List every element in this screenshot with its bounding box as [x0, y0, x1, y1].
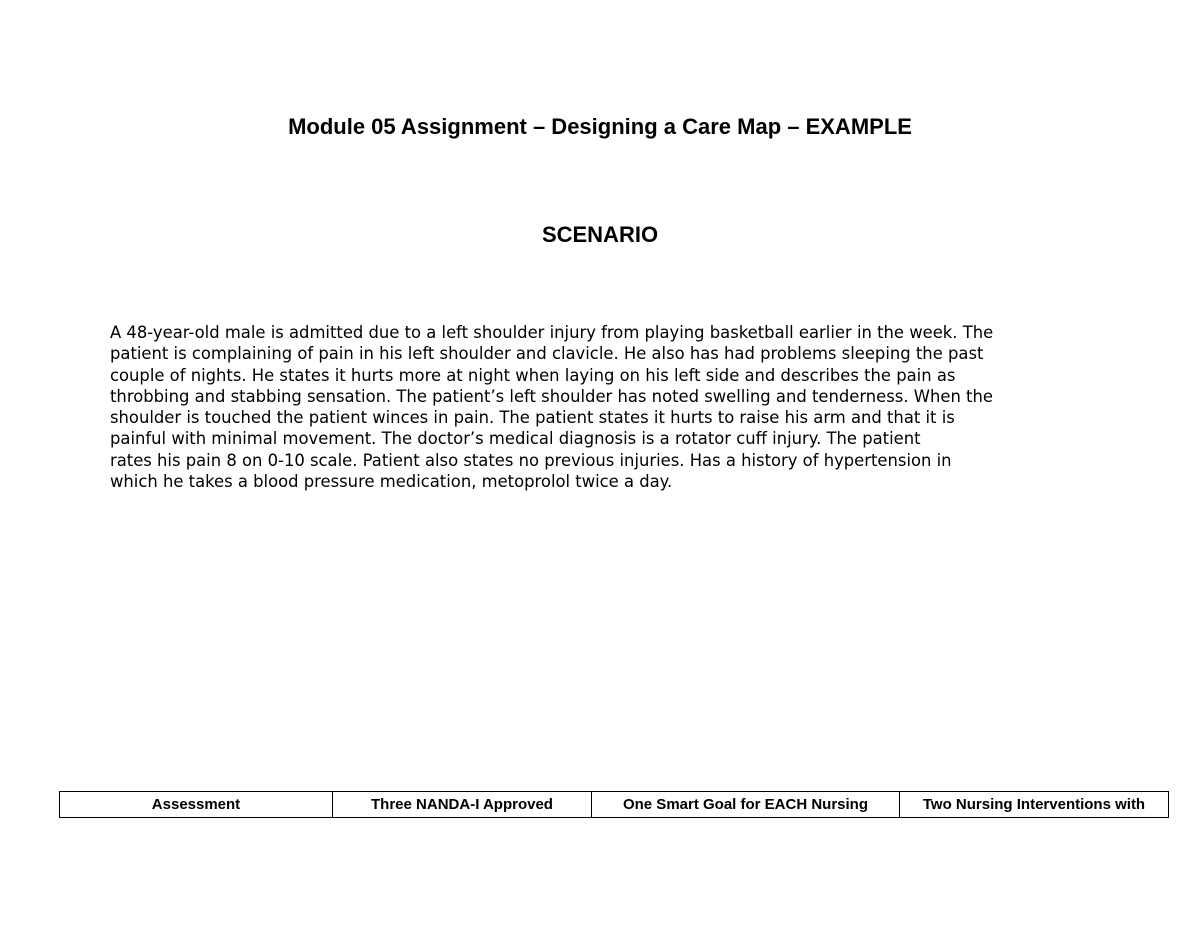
scenario-line: couple of nights. He states it hurts more at night when laying on his left side and describes the pain as — [110, 365, 956, 385]
scenario-line: rates his pain 8 on 0-10 scale. Patient also states no previous injuries. Has a history of hypertension in — [110, 450, 952, 470]
header-assessment: Assessment — [60, 792, 333, 818]
scenario-line: which he takes a blood pressure medication, metoprolol twice a day. — [110, 472, 673, 492]
scenario-line: painful with minimal movement. The doctor’s medical diagnosis is a rotator cuff injury. The patient — [110, 429, 921, 449]
table-header-row — [60, 792, 1169, 818]
scenario-line: A 48-year-old male is admitted due to a left shoulder injury from playing basketball earlier in the week. The — [110, 323, 994, 342]
scenario-paragraph — [110, 322, 1110, 492]
scenario-line: patient is complaining of pain in his left shoulder and clavicle. He also has had problems sleeping the past — [110, 344, 984, 364]
section-heading-scenario: SCENARIO — [541, 222, 659, 247]
header-nursing-interventions: Two Nursing Interventions with — [900, 792, 1169, 818]
care-map-table — [59, 791, 1169, 818]
header-smart-goal: One Smart Goal for EACH Nursing — [592, 792, 900, 818]
scenario-line: throbbing and stabbing sensation. The patient’s left shoulder has noted swelling and tenderness. When the — [110, 386, 993, 406]
page-title: Module 05 Assignment – Designing a Care Map – EXAMPLE — [288, 114, 912, 139]
header-nanda-diagnoses: Three NANDA-I Approved — [333, 792, 592, 818]
scenario-line: shoulder is touched the patient winces in pain. The patient states it hurts to raise his arm and that it is — [110, 408, 955, 428]
